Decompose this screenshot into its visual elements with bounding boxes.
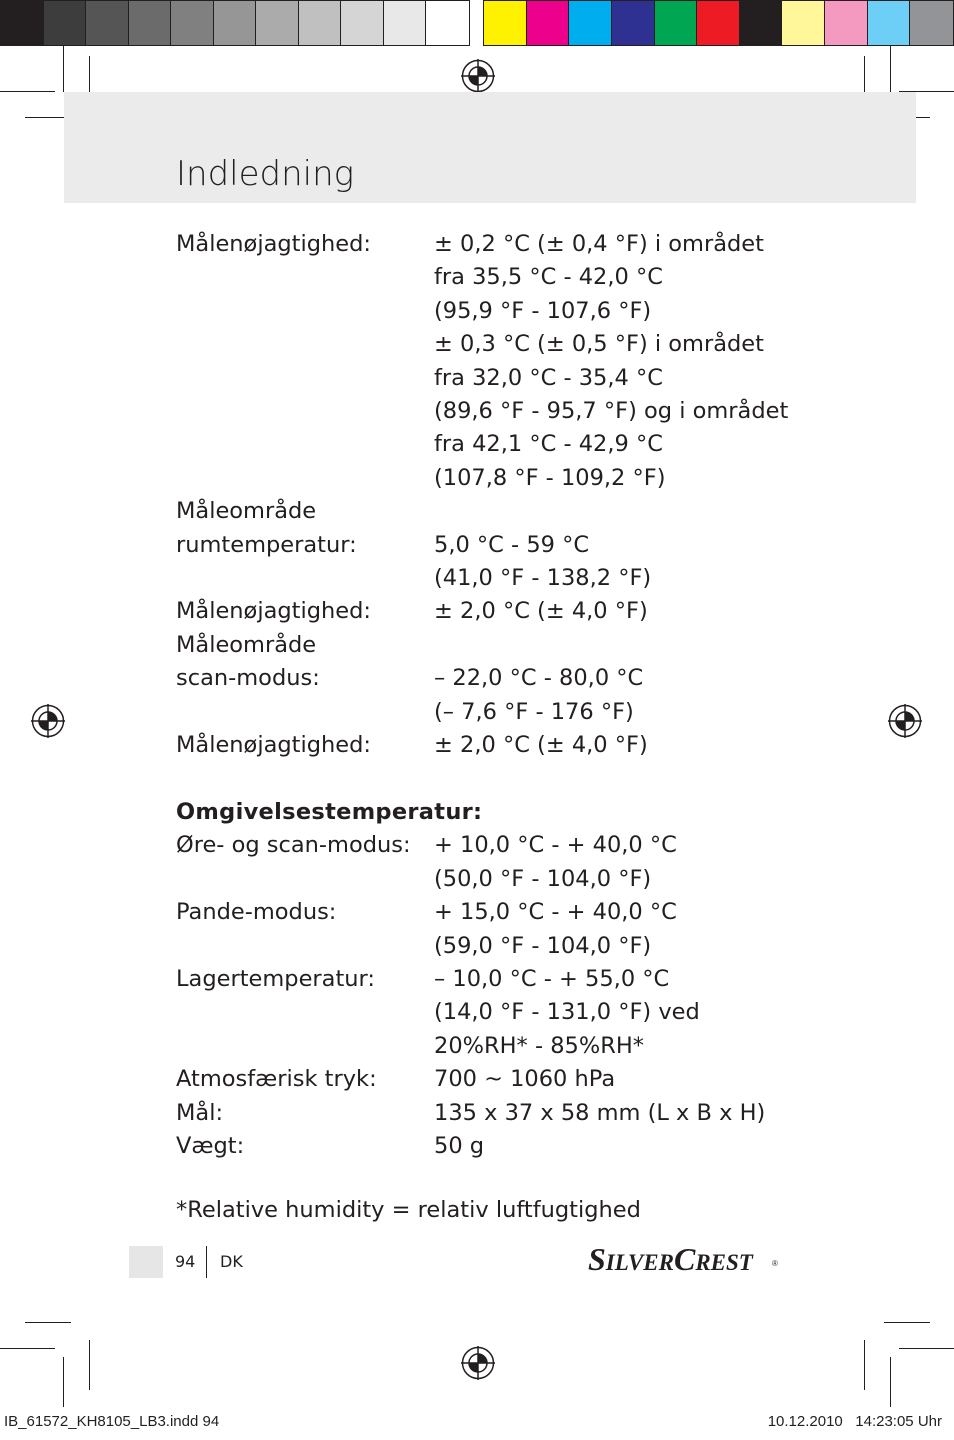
color-swatch bbox=[299, 1, 342, 45]
color-swatch bbox=[341, 1, 384, 45]
footnote: *Relative humidity = relativ luftfugtighed bbox=[176, 1197, 641, 1223]
spec-label: Pande-modus: bbox=[176, 899, 337, 926]
color-swatch bbox=[868, 1, 911, 45]
spec-value: – 10,0 °C - + 55,0 °C bbox=[434, 965, 670, 992]
spec-value: (41,0 °F - 138,2 °F) bbox=[434, 565, 652, 592]
crop-mark bbox=[0, 91, 55, 92]
spec-value: + 10,0 °C - + 40,0 °C bbox=[434, 832, 677, 859]
spec-label: scan-modus: bbox=[176, 665, 320, 692]
spec-label: Målenøjagtighed: bbox=[176, 732, 371, 759]
spec-label bbox=[176, 428, 434, 461]
spec-label bbox=[176, 395, 434, 428]
spec-label: Mål: bbox=[176, 1099, 224, 1126]
spec-value: (– 7,6 °F - 176 °F) bbox=[434, 698, 634, 725]
spec-value: (14,0 °F - 131,0 °F) ved bbox=[434, 999, 700, 1026]
spec-row bbox=[176, 1097, 816, 1130]
registration-mark-icon bbox=[461, 1346, 495, 1380]
spec-label bbox=[176, 930, 434, 963]
spec-label bbox=[176, 462, 434, 495]
color-swatch bbox=[129, 1, 172, 45]
spec-row bbox=[176, 896, 816, 929]
spec-label bbox=[176, 295, 434, 328]
registration-mark-icon bbox=[31, 704, 65, 738]
color-swatch bbox=[697, 1, 740, 45]
color-swatch bbox=[384, 1, 427, 45]
spec-label bbox=[176, 562, 434, 595]
spec-label: rumtemperatur: bbox=[176, 531, 357, 558]
registration-mark-icon bbox=[888, 704, 922, 738]
spec-row bbox=[176, 1130, 816, 1163]
crop-mark bbox=[884, 1322, 930, 1323]
spec-row bbox=[176, 462, 816, 495]
spec-row bbox=[176, 495, 816, 528]
spec-value: ± 2,0 °C (± 4,0 °F) bbox=[434, 598, 648, 625]
spec-label: Vægt: bbox=[176, 1132, 245, 1159]
spec-label: Øre- og scan-modus: bbox=[176, 832, 411, 859]
spec-row bbox=[176, 930, 816, 963]
spec-row bbox=[176, 629, 816, 662]
crop-mark bbox=[0, 1348, 55, 1349]
registered-trademark-icon: ® bbox=[772, 1259, 778, 1268]
spec-label bbox=[176, 696, 434, 729]
spec-value: 50 g bbox=[434, 1132, 485, 1159]
spec-row bbox=[176, 529, 816, 562]
spec-value: 135 x 37 x 58 mm (L x B x H) bbox=[434, 1099, 766, 1126]
spec-row bbox=[176, 328, 816, 361]
spec-value: ± 0,3 °C (± 0,5 °F) i området bbox=[434, 331, 764, 358]
spec-value: 5,0 °C - 59 °C bbox=[434, 531, 590, 558]
color-swatch bbox=[44, 1, 87, 45]
color-swatch bbox=[612, 1, 655, 45]
measurement-specs bbox=[176, 228, 816, 763]
spec-row bbox=[176, 595, 816, 628]
page-number: 94 bbox=[175, 1252, 196, 1271]
spec-label: Måleområde bbox=[176, 498, 317, 525]
crop-mark bbox=[89, 1340, 90, 1390]
spec-value: fra 35,5 °C - 42,0 °C bbox=[434, 264, 663, 291]
spec-row bbox=[176, 696, 816, 729]
spec-row bbox=[176, 428, 816, 461]
svg-text:SILVERCREST: SILVERCREST bbox=[588, 1241, 753, 1277]
spec-value: 20%RH* - 85%RH* bbox=[434, 1032, 645, 1059]
spec-label bbox=[176, 328, 434, 361]
slug-timestamp: 10.12.2010 14:23:05 Uhr bbox=[767, 1413, 942, 1430]
spec-value: (107,8 °F - 109,2 °F) bbox=[434, 464, 666, 491]
color-swatch bbox=[569, 1, 612, 45]
color-swatch bbox=[256, 1, 299, 45]
spec-row bbox=[176, 863, 816, 896]
specification-list bbox=[176, 228, 816, 1163]
spec-label: Målenøjagtighed: bbox=[176, 231, 371, 257]
color-swatch bbox=[655, 1, 698, 45]
spec-value: (95,9 °F - 107,6 °F) bbox=[434, 297, 652, 324]
crop-mark bbox=[890, 1357, 891, 1407]
color-swatch bbox=[527, 1, 570, 45]
spec-row bbox=[176, 362, 816, 395]
section-heading: Omgivelsestemperatur: bbox=[176, 798, 483, 825]
spec-row bbox=[176, 395, 816, 428]
language-code: DK bbox=[220, 1252, 243, 1271]
spec-label bbox=[176, 362, 434, 395]
spec-value: 700 ~ 1060 hPa bbox=[434, 1066, 616, 1093]
spec-row bbox=[176, 829, 816, 862]
spec-row bbox=[176, 963, 816, 996]
spec-row bbox=[176, 295, 816, 328]
spec-value: + 15,0 °C - + 40,0 °C bbox=[434, 899, 677, 926]
spec-row bbox=[176, 1030, 816, 1063]
spec-value: fra 32,0 °C - 35,4 °C bbox=[434, 364, 663, 391]
registration-mark-icon bbox=[461, 59, 495, 93]
color-swatch bbox=[910, 1, 953, 45]
color-swatch bbox=[782, 1, 825, 45]
spec-value bbox=[434, 495, 816, 528]
spec-value bbox=[434, 629, 816, 662]
page-title: Indledning bbox=[176, 154, 355, 194]
color-swatch bbox=[214, 1, 257, 45]
color-swatch bbox=[484, 1, 527, 45]
page-number-box bbox=[129, 1246, 163, 1278]
spacer bbox=[176, 763, 816, 796]
color-swatch bbox=[426, 1, 469, 45]
color-swatch bbox=[86, 1, 129, 45]
color-swatch bbox=[740, 1, 783, 45]
process-color-bar bbox=[483, 0, 954, 46]
spec-row bbox=[176, 562, 816, 595]
grayscale-color-bar bbox=[0, 0, 470, 46]
spec-value: (89,6 °F - 95,7 °F) og i området bbox=[434, 398, 789, 425]
spec-row bbox=[176, 662, 816, 695]
color-swatch bbox=[825, 1, 868, 45]
spec-value: ± 0,2 °C (± 0,4 °F) i området bbox=[434, 231, 764, 257]
spec-row bbox=[176, 729, 816, 762]
spec-value: (59,0 °F - 104,0 °F) bbox=[434, 932, 652, 959]
ambient-specs bbox=[176, 829, 816, 1163]
spec-label bbox=[176, 996, 434, 1029]
spec-row bbox=[176, 228, 816, 261]
spec-label bbox=[176, 1030, 434, 1063]
spec-label bbox=[176, 863, 434, 896]
crop-mark bbox=[63, 46, 64, 92]
spec-value: – 22,0 °C - 80,0 °C bbox=[434, 665, 644, 692]
color-swatch bbox=[1, 1, 44, 45]
crop-mark bbox=[25, 1322, 71, 1323]
spec-label: Måleområde bbox=[176, 631, 317, 658]
spec-row bbox=[176, 1063, 816, 1096]
footer-divider bbox=[206, 1246, 207, 1278]
spec-label bbox=[176, 261, 434, 294]
crop-mark bbox=[63, 1357, 64, 1407]
silvercrest-logo bbox=[588, 1240, 778, 1280]
spec-value: (50,0 °F - 104,0 °F) bbox=[434, 865, 652, 892]
crop-mark bbox=[890, 46, 891, 92]
spec-value: ± 2,0 °C (± 4,0 °F) bbox=[434, 732, 648, 759]
color-swatch bbox=[171, 1, 214, 45]
slug-file-name: IB_61572_KH8105_LB3.indd 94 bbox=[4, 1413, 220, 1430]
spec-value: fra 42,1 °C - 42,9 °C bbox=[434, 431, 663, 458]
spec-row bbox=[176, 261, 816, 294]
spec-label: Lagertemperatur: bbox=[176, 965, 375, 992]
crop-mark bbox=[864, 1340, 865, 1390]
spec-label: Målenøjagtighed: bbox=[176, 598, 371, 625]
spec-label: Atmosfærisk tryk: bbox=[176, 1066, 377, 1093]
crop-mark bbox=[899, 1348, 954, 1349]
spec-row bbox=[176, 996, 816, 1029]
